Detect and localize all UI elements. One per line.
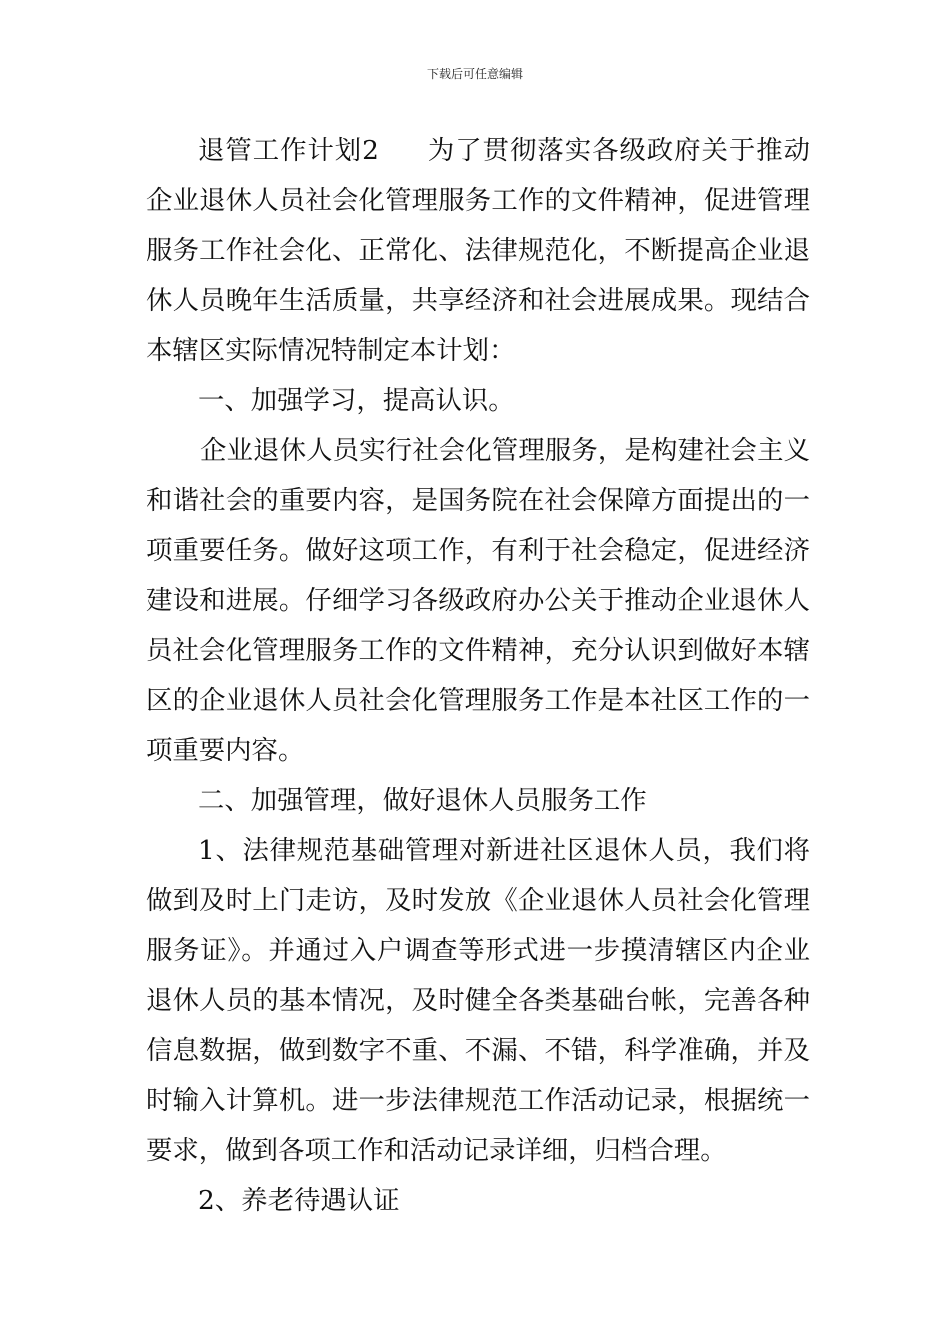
intro-title: 退管工作计划2 xyxy=(198,135,379,166)
intro-body: 为了贯彻落实各级政府关于推动企业退休人员社会化管理服务工作的文件精神，促进管理服务工作社会化、正常化、法律规范化，不断提高企业退休人员晚年生活质量，共享经济和社会进展成果。现结合本辖区实际情况特制定本计划： xyxy=(146,135,810,366)
item2-heading: 2、养老待遇认证 xyxy=(198,1185,400,1216)
item1-paragraph: 1、法律规范基础管理对新进社区退休人员，我们将做到及时上门走访，及时发放《企业退休人员社会化管理服务证》。并通过入户调查等形式进一步摸清辖区内企业退休人员的基本情况，及时健全各类基础台帐，完善各种信息数据，做到数字不重、不漏、不错，科学准确，并及时输入计算机。进一步法律规范工作活动记录，根据统一要求，做到各项工作和活动记录详细，归档合理。 xyxy=(146,835,810,1166)
document-body xyxy=(146,126,810,1226)
intro-paragraph xyxy=(146,126,810,376)
section1-heading: 一、加强学习，提高认识。 xyxy=(198,385,515,416)
page-header-note: 下载后可任意编辑 xyxy=(426,67,523,81)
section2-heading: 二、加强管理，做好退休人员服务工作 xyxy=(198,785,647,816)
section1-body: 企业退休人员实行社会化管理服务，是构建社会主义和谐社会的重要内容，是国务院在社会保障方面提出的一项重要任务。做好这项工作，有利于社会稳定，促进经济建设和进展。仔细学习各级政府办公关于推动企业退休人员社会化管理服务工作的文件精神，充分认识到做好本辖区的企业退休人员社会化管理服务工作是本社区工作的一项重要内容。 xyxy=(146,435,810,766)
